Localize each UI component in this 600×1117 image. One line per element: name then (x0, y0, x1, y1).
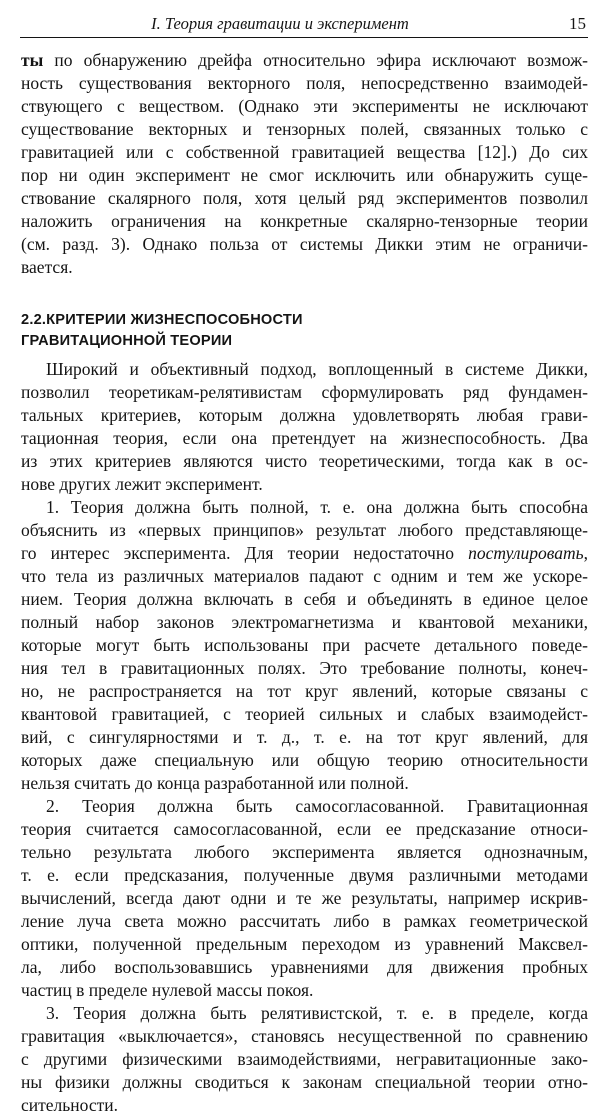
text-line: частиц в пределе нулевой массы покоя. (21, 980, 314, 1000)
emphasis-postulate: постулировать (468, 543, 584, 563)
text-line: тельно результата любого эксперимента является однозначным, (21, 842, 588, 862)
text-line: ла, либо воспользовавшись уравнениями для движения пробных (21, 957, 588, 977)
text-line: квантовой гравитацией, с теорией сильных и слабых взаимодейст- (21, 704, 588, 724)
page-header (20, 10, 588, 40)
text-line: наложить ограничения на конкретные скалярно-тензорные теории (21, 211, 588, 231)
text-line: которых даже специальную или общую теорию относительности (21, 750, 588, 770)
text-line: ление луча света можно рассчитать либо в рамках геометрической (21, 911, 588, 931)
running-title: I. Теория гравитации и эксперимент (151, 14, 409, 33)
text-line: нием. Теория должна включать в себя и объединять в единое целое (21, 589, 588, 609)
text-line: го интерес эксперимента. Для теории недостаточно постулировать, (21, 543, 588, 563)
page-body (21, 49, 588, 1117)
page-number: 15 (569, 14, 586, 33)
text-line: вается. (21, 257, 73, 277)
text-line: тационная теория, если она претендует на жизнеспособность. Два (21, 428, 588, 448)
text-line: ния тел в гравитационных полях. Это требование полноты, конеч- (21, 658, 588, 678)
text-line: (см. разд. 3). Однако польза от системы Дикки этим не ограничи- (21, 234, 588, 254)
text-line: оптики, полученной предельным переходом из уравнений Максвел- (21, 934, 588, 954)
text-line: полный набор законов электромагнетизма и квантовой механики, (21, 612, 588, 632)
text-line: 3. Теория должна быть релятивистской, т. е. в пределе, когда (46, 1003, 588, 1023)
paragraph-approach (21, 358, 588, 496)
text-line: существование векторных и тензорных полей, связанных только с (21, 119, 588, 139)
text-line: нельзя считать до конца разработанной или полной. (21, 773, 409, 793)
text-line: т. е. если предсказания, полученные двумя различными методами (21, 865, 588, 885)
text-line: тальных критериев, которым должна удовлетворять любая грави- (21, 405, 588, 425)
text-line: которые могут быть использованы при расчете детального поведе- (21, 635, 588, 655)
text-line: Широкий и объективный подход, воплощенный в системе Дикки, (46, 359, 588, 379)
paragraph-intro (21, 49, 588, 279)
paragraph-criterion-3 (21, 1002, 588, 1117)
lead-bold-word: ты (21, 50, 44, 70)
section-title-line: ГРАВИТАЦИОННОЙ ТЕОРИИ (21, 333, 233, 349)
text-line: гравитацией или с собственной гравитацией вещества [12].) До сих (21, 142, 588, 162)
text-line: сительности. (21, 1095, 118, 1115)
text-line: вычислений, всегда дают одни и те же результаты, например искрив- (21, 888, 588, 908)
text-line: из этих критериев являются чисто теоретическими, тогда как в ос- (21, 451, 588, 471)
header-rule (20, 37, 588, 38)
text-line: гравитация «выключается», становясь несущественной по сравнению (21, 1026, 588, 1046)
text-line: ствование скалярного поля, хотя целый ряд экспериментов позволил (21, 188, 588, 208)
text-line: теория считается самосогласованной, если ее предсказание относи- (21, 819, 588, 839)
text-line: ность существования векторного поля, непосредственно взаимодей- (21, 73, 588, 93)
text-line: вий, с сингулярностями и т. д., т. е. на тот круг явлений, для (21, 727, 588, 747)
text-line: нове других лежит эксперимент. (21, 474, 263, 494)
text-line: ты по обнаружению дрейфа относительно эфира исключают возмож- (21, 50, 588, 70)
section-heading (21, 310, 588, 352)
text-line: 1. Теория должна быть полной, т. е. она должна быть способна (46, 497, 588, 517)
text-line: 2. Теория должна быть самосогласованной. Гравитационная (46, 796, 588, 816)
text-line: ны физики должны сводиться к законам специальной теории отно- (21, 1072, 588, 1092)
paragraph-criterion-2 (21, 795, 588, 1002)
text-line: ствующего с веществом. (Однако эти эксперименты не исключают (21, 96, 588, 116)
text-line: с другими физическими взаимодействиями, негравитационные зако- (21, 1049, 588, 1069)
text-line: объяснить из «первых принципов» результат любого представляюще- (21, 520, 588, 540)
section-number: 2.2. (21, 312, 47, 328)
text-line: что тела из различных материалов падают с одним и тем же ускоре- (21, 566, 588, 586)
text-line: позволил теоретикам-релятивистам сформулировать ряд фундамен- (21, 382, 588, 402)
paragraph-criterion-1 (21, 496, 588, 795)
text-line: пор ни один эксперимент не смог исключить или обнаружить суще- (21, 165, 588, 185)
section-title-line: 2.2.КРИТЕРИИ ЖИЗНЕСПОСОБНОСТИ (21, 312, 303, 328)
text-line: но, не распространяется на тот круг явлений, которые связаны с (21, 681, 588, 701)
